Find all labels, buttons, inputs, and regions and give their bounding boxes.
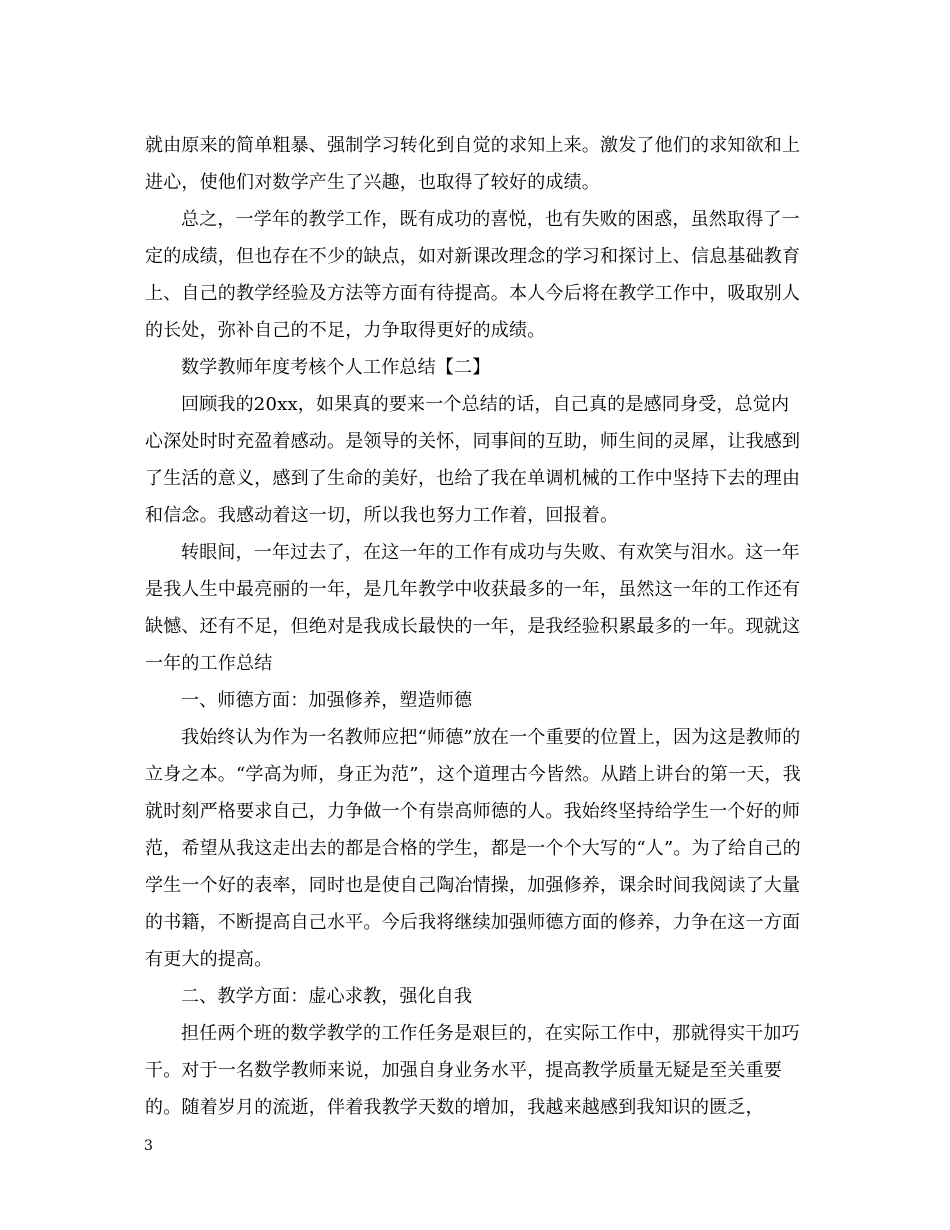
paragraph-year-passed: 转眼间，一年过去了，在这一年的工作有成功与失败、有欢笑与泪水。这一年是我人生中最亮丽的一年，是几年教学中收获最多的一年，虽然这一年的工作还有缺憾、还有不足，但绝对是我成长最快的一年，是我经验积累最多的一年。现就这一年的工作总结 — [145, 542, 801, 674]
paragraph-summary: 总之，一学年的教学工作，既有成功的喜悦，也有失败的困惑，虽然取得了一定的成绩，但也存在不少的缺点，如对新课改理念的学习和探讨上、信息基础教育上、自己的教学经验及方法等方面有待提高。本人今后将在教学工作中，吸取别人的长处，弥补自己的不足，力争取得更好的成绩。 — [145, 209, 801, 341]
paragraph-ethics: 我始终认为作为一名教师应把“师德”放在一个重要的位置上，因为这是教师的立身之本。“学高为师，身正为范”，这个道理古今皆然。从踏上讲台的第一天，我就时刻严格要求自己，力争做一个有崇高师德的人。我始终坚持给学生一个好的师范，希望从我这走出去的都是合格的学生，都是一个个大写的“人”。为了给自己的学生一个好的表率，同时也是使自己陶冶情操，加强修养，课余时间我阅读了大量的书籍，不断提高自己水平。今后我将继续加强师德方面的修养，力争在这一方面有更大的提高。 — [145, 727, 801, 970]
paragraph-review: 回顾我的20xx，如果真的要来一个总结的话，自己真的是感同身受，总觉内心深处时时充盈着感动。是领导的关怀，同事间的互助，师生间的灵犀，让我感到了生活的意义，感到了生命的美好，也给了我在单调机械的工作中坚持下去的理由和信念。我感动着这一切，所以我也努力工作着，回报着。 — [145, 394, 801, 526]
subheading-ethics: 一、师德方面：加强修养，塑造师德 — [181, 690, 473, 711]
paragraph-teaching: 担任两个班的数学教学的工作任务是艰巨的，在实际工作中，那就得实干加巧干。对于一名数学教师来说，加强自身业务水平，提高教学质量无疑是至关重要的。随着岁月的流逝，伴着我教学天数的增加，我越来越感到我知识的匮乏， — [145, 1023, 800, 1118]
document-body — [145, 127, 805, 1126]
page-number: 3 — [144, 1138, 153, 1154]
subheading-teaching: 二、教学方面：虚心求教，强化自我 — [181, 986, 473, 1007]
section-heading-two: 数学教师年度考核个人工作总结【二】 — [181, 357, 491, 378]
paragraph-continuation: 就由原来的简单粗暴、强制学习转化到自觉的求知上来。激发了他们的求知欲和上进心，使他们对数学产生了兴趣，也取得了较好的成绩。 — [145, 135, 801, 193]
